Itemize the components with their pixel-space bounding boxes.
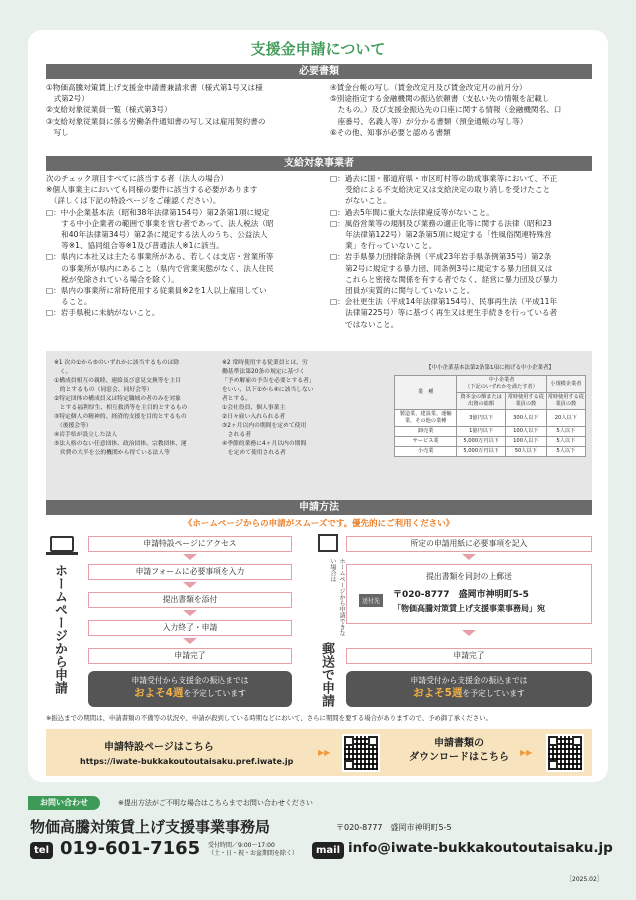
eligible-item: □：岩手県暴力団排除条例（平成23年岩手県条例第35号）第2条: [330, 252, 552, 262]
note-line: （後援会等）: [54, 423, 92, 429]
cell: サービス業: [395, 437, 457, 447]
eligible-item: がないこと。: [330, 196, 391, 206]
cell: 5人以下: [546, 427, 585, 437]
note-line: 的とするもの（同窓会、同好会等）: [54, 387, 153, 393]
docs-left-list: [46, 82, 326, 138]
web-step-5: 申請完了: [88, 648, 292, 664]
arrow-down-icon: [462, 554, 476, 560]
eligible-item: □：会社更生法（平成14年法律第154号）、民事再生法（平成11年: [330, 297, 558, 307]
web-step-1: 申請特設ページにアクセス: [88, 536, 292, 552]
eligible-item: 年法律第122号）第2条第5項に規定する「性風俗関連特殊営: [330, 230, 552, 240]
eligible-item: □：中小企業基本法（昭和38年法律第154号）第2条第1項に規定: [46, 207, 270, 217]
download-label-2: ダウンロードはこちら: [409, 752, 509, 763]
arrow-down-icon: [183, 610, 197, 616]
special-page-link[interactable]: 申請特設ページはこちら: [104, 742, 214, 753]
mail-result-box: [346, 671, 592, 707]
cell: 製造業、建設業、運輸業、その他の業種: [395, 410, 457, 427]
sendto-tag: 送付先: [359, 594, 383, 607]
computer-icon: [50, 536, 74, 552]
cell: 100人以下: [506, 427, 547, 437]
eligible-item: 受給による不支給決定又は支給決定の取り消しを受けたこと: [330, 185, 551, 195]
eligible-item: （詳しくは下記の特設ページをご確認ください）。: [46, 196, 221, 206]
web-step-2: 申請フォームに必要事項を入力: [88, 564, 292, 580]
cell: 小売業: [395, 447, 457, 457]
section-required-docs: 必要書類: [46, 64, 592, 79]
note-line: ②日々雇い入れられる者: [222, 414, 286, 420]
eligible-item: □：風俗営業等の規制及び業務の適正化等に関する法律（昭和23: [330, 218, 552, 228]
note-line: 営費の大半を公的機関から得ている法人等: [54, 450, 170, 456]
mail-step-1: 所定の申請用紙に必要事項を記入: [346, 536, 592, 552]
mail-address-box: [346, 564, 592, 624]
eligible-item: これらと密接な関係を有する者でなく、経営に暴力団及び暴力: [330, 274, 558, 284]
cell: 1億円以下: [457, 427, 506, 437]
arrow-down-icon: [183, 638, 197, 644]
note-line: 「予め解雇の予告を必要とする者」: [222, 378, 315, 384]
cell: 5,000万円以下: [457, 437, 506, 447]
web-step-3: 提出書類を添付: [88, 592, 292, 608]
web-result-text: 申請受付から支援金の振込までは: [131, 676, 249, 685]
table-row: [395, 447, 586, 457]
doc-item: ⑥その他、知事が必要と認める書類: [330, 127, 451, 137]
note-line: をいい、以下①から④に該当しない: [222, 387, 314, 393]
cell: 卸売業: [395, 427, 457, 437]
mail-tag: mail: [312, 842, 344, 859]
arrow-down-icon: [183, 554, 197, 560]
note-line: ④岩手県が設立した法人: [54, 432, 118, 438]
cell: 50人以下: [506, 447, 547, 457]
contact-address: 〒020-8777 盛岡市神明町5-5: [336, 823, 452, 832]
special-page-url[interactable]: https://iwate-bukkakoutoutaisaku.pref.iwate.jp: [80, 757, 294, 766]
doc-item: ⑤別途指定する金融機関の振込依頼書（支払い先の情報を記載し: [330, 94, 550, 104]
table-row: [395, 410, 586, 427]
download-label-1: 申請書類の: [434, 738, 484, 749]
eligible-item: の事業所が県内にあること（県内で営業実態がなく、法人住民: [46, 263, 274, 273]
web-result-weeks: およそ4週: [134, 687, 184, 699]
doc-item: 座番号、名義人等）が分かる書類（預金通帳の写し等）: [330, 116, 528, 126]
priority-banner: 《ホームページからの申請がスムーズです。優先的にご利用ください》: [183, 519, 455, 529]
doc-item: たもの。）及び支援金振込先の口座に関する情報（金融機関名、口: [330, 105, 562, 115]
eligible-item: 等※1、協同組合等※1及び普通法人※1に該当。: [46, 241, 224, 251]
office-hours: [208, 842, 298, 858]
eligible-item: □：過去5年間に重大な法律違反等がないこと。: [330, 207, 494, 217]
arrow-down-icon: [462, 630, 476, 636]
qr-code-special[interactable]: [342, 734, 380, 772]
eligible-item: ること。: [46, 297, 92, 307]
mail-result-tail: を予定しています: [462, 689, 525, 698]
tel-tag: tel: [30, 842, 53, 859]
mail-sublabel: ホームページから申請できない場合は: [329, 558, 345, 636]
note-1: [54, 359, 214, 458]
sme-table: [394, 375, 586, 457]
eligible-item: 業」を行っていないこと。: [330, 241, 437, 251]
eligible-right-list: [330, 173, 600, 330]
qr-code-download[interactable]: [546, 734, 584, 772]
web-result-tail: を予定しています: [183, 689, 246, 698]
eligible-item: □：過去に国・都道府県・市区町村等の助成事業等において、不正: [330, 174, 558, 183]
th-sme-label: 中小企業者: [488, 377, 515, 383]
th-sme-sub: （下記のいずれかを満たす者）: [465, 384, 538, 390]
web-step-4: 入力終了・申請: [88, 620, 292, 636]
th-industry: 業 種: [395, 376, 457, 410]
eligible-item: □：岩手県税に未納がないこと。: [46, 308, 160, 318]
th-emp2: 常時使用する従業員の数: [546, 393, 585, 410]
footnote: ※振込までの期間は、申請書類の不備等の状況や、申請が殺到している時期などにおいて、さらに期間を要する場合がありますので、予め御了承ください。: [46, 714, 492, 722]
mail-office: 「物価高騰対策賃上げ支援事業事務局」宛: [393, 604, 545, 613]
note-line: ①会社役員、個人事業主: [222, 405, 286, 411]
mail-step-2: 提出書類を同封の上郵送: [426, 572, 512, 581]
eligible-item: 次のチェック項目すべてに該当する者（法人の場合）: [46, 174, 228, 183]
note-line: 者とする。: [222, 396, 251, 402]
eligible-item: □：県内に本社又は主たる事業所がある、若しくは支店・営業所等: [46, 252, 274, 262]
issue-date: ［2025.02］: [566, 876, 603, 883]
main-card: [28, 30, 608, 782]
note-line: される者: [222, 432, 251, 438]
mail-zip: 〒020-8777 盛岡市神明町5-5: [393, 590, 529, 600]
mail-label: 郵送で申請: [319, 642, 334, 707]
computer-stand: [46, 552, 78, 555]
contact-note: ※提出方法がご不明な場合はこちらまでお問い合わせください: [118, 799, 313, 807]
doc-item: ②支給対象従業員一覧（様式第3号）: [46, 105, 172, 115]
web-label: ホームページから申請: [52, 564, 67, 694]
note-line: く。: [54, 369, 72, 375]
doc-item: ①物価高騰対策賃上げ支援金申請書兼請求書（様式第1号又は様: [46, 83, 263, 92]
eligible-item: する中小企業者の範囲で事業を営む者であって、法人税法（昭: [46, 218, 274, 228]
cell: 20人以下: [546, 410, 585, 427]
mail-form-icon: [318, 534, 338, 552]
cell: 3億円以下: [457, 410, 506, 427]
table-row: [395, 427, 586, 437]
chevron-right-icon: ▶▶: [520, 748, 533, 757]
th-emp: 常時使用する従業員の数: [506, 393, 547, 410]
web-result-box: [88, 671, 292, 707]
th-small: 小規模企業者: [546, 376, 585, 393]
note-line: 働基準法第20条の規定に基づく: [222, 369, 305, 375]
section-eligible: 支給対象事業者: [46, 156, 592, 171]
note-line: ③2ヶ月以内の期間を定めて使用: [222, 423, 307, 429]
cell: 5人以下: [546, 437, 585, 447]
mail-result-text: 申請受付から支援金の振込までは: [410, 676, 528, 685]
eligible-item: ※個人事業主においても同様の要件に該当する必要があります: [46, 185, 258, 195]
eligible-item: □：県内の事業所に常時使用する従業員※2を1人以上雇用してい: [46, 286, 267, 296]
note-line: とする福利厚生、相互救済等を主目的とするもの: [54, 405, 188, 411]
table-caption: 【中小企業基本法第2条第1項に掲げる中小企業者】: [425, 365, 554, 371]
arrow-down-icon: [183, 582, 197, 588]
note-line: を定めて使用される者: [222, 450, 286, 456]
mail-result-weeks: およそ5週: [413, 687, 463, 699]
eligible-item: 法律第225号）等に基づく再生又は更生手続きを行っている者: [330, 308, 558, 318]
cell: 5,000万円以下: [457, 447, 506, 457]
contact-office: 物価高騰対策賃上げ支援事業事務局: [30, 818, 271, 836]
tel-number[interactable]: 019-601-7165: [60, 838, 201, 859]
note-line: ※1 次の①から⑤のいずれかに該当するものは除: [54, 360, 180, 366]
eligible-item: 団員が実質的に関与していないこと。: [330, 286, 475, 296]
note-line: ①構成員相互の親睦、連絡及び意見交換等を主目: [54, 378, 181, 384]
page-title: 支援金申請について: [250, 40, 386, 58]
cell: 5人以下: [546, 447, 585, 457]
eligible-item: 税が免除されている場合を除く）。: [46, 274, 179, 284]
mail-step-3: 申請完了: [346, 648, 592, 664]
email-address[interactable]: info@iwate-bukkakoutoutaisaku.jp: [348, 840, 613, 856]
contact-tag: お問い合わせ: [28, 796, 100, 810]
note-line: ④季節的業務に4ヶ月以内の期間: [222, 441, 307, 447]
doc-item: ③支給対象従業員に係る労働条件通知書の写し又は雇用契約書の: [46, 116, 266, 126]
download-link[interactable]: [404, 737, 514, 765]
hours-line-2: （土・日・祝・お盆期間を除く）: [208, 850, 299, 857]
hours-line-1: 受付時間／9:00〜17:00: [208, 842, 275, 849]
eligible-left-list: [46, 173, 330, 319]
th-capital: 資本金の額または出資の総額: [457, 393, 506, 410]
chevron-right-icon: ▶▶: [318, 748, 331, 757]
doc-item: ④賃金台帳の写し（賃金改定月及び賃金改定月の前月分）: [330, 83, 527, 92]
doc-item: 式第2号）: [46, 94, 89, 104]
note-line: ③特定個人の精神的、経済的支援を目的とするもの: [54, 414, 187, 420]
note-line: ※2 常時使用する従業員とは、労: [222, 360, 308, 366]
eligible-item: 第2号に規定する暴力団、同条例3号に規定する暴力団員又は: [330, 263, 553, 273]
note-line: ⑤法人格のない任意団体、政治団体、宗教団体、運: [54, 441, 187, 447]
doc-item: 写し: [46, 127, 69, 137]
cell: 300人以下: [506, 410, 547, 427]
note-line: ②特定団体の構成員又は特定職域の者のみを対象: [54, 396, 181, 402]
notes-panel: [46, 351, 592, 505]
table-row: [395, 437, 586, 447]
links-panel: [46, 729, 592, 776]
eligible-item: 和40年法律第34号）第2条に規定する法人のうち、公益法人: [46, 230, 268, 240]
note-2: [222, 359, 382, 458]
th-sme: [457, 376, 546, 393]
docs-right-list: [330, 82, 598, 138]
cell: 100人以下: [506, 437, 547, 447]
eligible-item: ではないこと。: [330, 319, 399, 329]
section-method: 申請方法: [46, 500, 592, 515]
